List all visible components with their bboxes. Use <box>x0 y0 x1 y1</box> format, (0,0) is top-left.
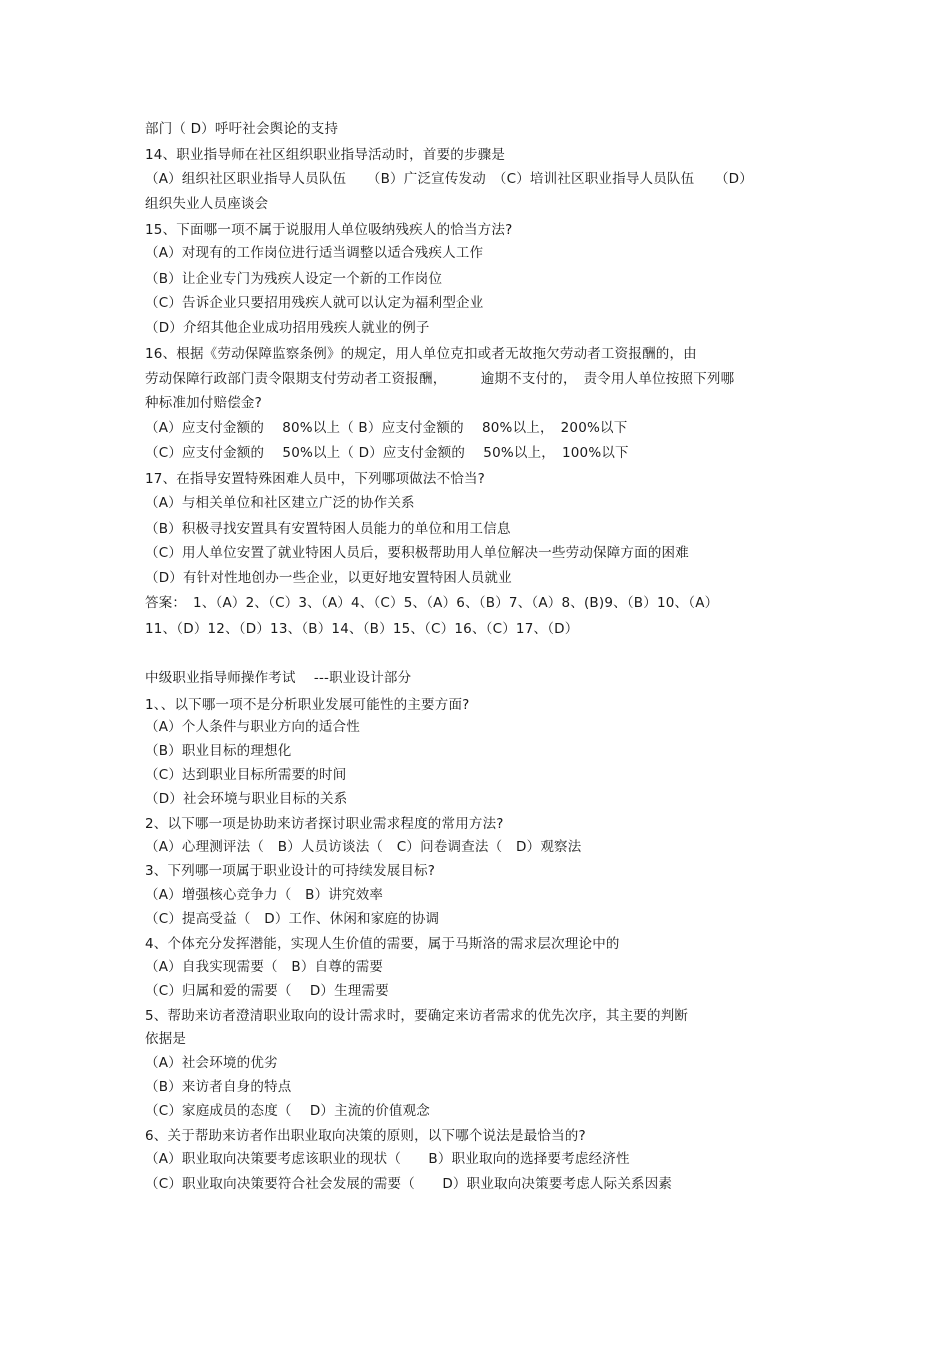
question-14: 14、职业指导师在社区组织职业指导活动时，首要的步骤是 <box>145 147 506 163</box>
question-15-option-b: （B）让企业专门为残疾人设定一个新的工作岗位 <box>145 271 443 287</box>
question-3-options-cd: （C）提高受益（ D）工作、休闲和家庭的协调 <box>145 911 440 927</box>
question-6-options-ab: （A）职业取向决策要考虑该职业的现状（ B）职业取向的选择要考虑经济性 <box>145 1151 630 1167</box>
question-1-option-c: （C）达到职业目标所需要的时间 <box>145 767 347 783</box>
question-4: 4、个体充分发挥潜能，实现人生价值的需要，属于马斯洛的需求层次理论中的 <box>145 936 620 952</box>
question-15-option-a: （A）对现有的工作岗位进行适当调整以适合残疾人工作 <box>145 245 484 261</box>
question-15: 15、下面哪一项不属于说服用人单位吸纳残疾人的恰当方法? <box>145 222 513 238</box>
question-17-option-c: （C）用人单位安置了就业特困人员后，要积极帮助用人单位解决一些劳动保障方面的困难 <box>145 545 689 561</box>
question-17-option-a: （A）与相关单位和社区建立广泛的协作关系 <box>145 495 415 511</box>
question-14-options: （A）组织社区职业指导人员队伍 （B）广泛宣传发动 （C）培训社区职业指导人员队伍 （D） <box>145 171 753 187</box>
question-1-option-d: （D）社会环境与职业目标的关系 <box>145 791 348 807</box>
section-title: 中级职业指导师操作考试 ---职业设计部分 <box>145 670 412 686</box>
question-5: 5、帮助来访者澄清职业取向的设计需求时，要确定来访者需求的优先次序，其主要的判断 <box>145 1008 689 1024</box>
answer-key-cont: 11、（D）12、（D）13、（B）14、（B）15、（C）16、（C）17、（D） <box>145 621 579 637</box>
question-16: 16、根据《劳动保障监察条例》的规定，用人单位克扣或者无故拖欠劳动者工资报酬的，由 <box>145 346 697 362</box>
question-2-options: （A）心理测评法（ B）人员访谈法（ C）问卷调查法（ D）观察法 <box>145 839 582 855</box>
question-17-option-b: （B）积极寻找安置具有安置特困人员能力的单位和用工信息 <box>145 521 511 537</box>
question-15-option-c: （C）告诉企业只要招用残疾人就可以认定为福利型企业 <box>145 295 484 311</box>
question-17-option-d: （D）有针对性地创办一些企业，以更好地安置特困人员就业 <box>145 570 512 586</box>
question-16-cont: 种标准加付赔偿金? <box>145 395 262 411</box>
question-16-cont: 劳动保障行政部门责令限期支付劳动者工资报酬， 逾期不支付的， 责令用人单位按照下列哪 <box>145 371 735 387</box>
question-16-options-cd: （C）应支付金额的 50%以上（ D）应支付金额的 50%以上， 100%以下 <box>145 445 629 461</box>
answer-key: 答案： 1、（A）2、（C）3、（A）4、（C）5、（A）6、（B）7、（A）8、(B)9、（B）10、（A） <box>145 595 719 611</box>
question-15-option-d: （D）介绍其他企业成功招用残疾人就业的例子 <box>145 320 430 336</box>
question-1-option-a: （A）个人条件与职业方向的适合性 <box>145 719 360 735</box>
question-3: 3、下列哪一项属于职业设计的可持续发展目标? <box>145 863 436 879</box>
question-6: 6、关于帮助来访者作出职业取向决策的原则，以下哪个说法是最恰当的? <box>145 1128 586 1144</box>
question-17: 17、在指导安置特殊困难人员中，下列哪项做法不恰当? <box>145 471 486 487</box>
question-4-options-ab: （A）自我实现需要（ B）自尊的需要 <box>145 959 384 975</box>
question-1: 1、、以下哪一项不是分析职业发展可能性的主要方面? <box>145 697 470 713</box>
question-3-options-ab: （A）增强核心竞争力（ B）讲究效率 <box>145 887 384 903</box>
question-4-options-cd: （C）归属和爱的需要（ D）生理需要 <box>145 983 389 999</box>
question-5-option-a: （A）社会环境的优劣 <box>145 1055 278 1071</box>
question-1-option-b: （B）职业目标的理想化 <box>145 743 292 759</box>
question-16-options-ab: （A）应支付金额的 80%以上（ B）应支付金额的 80%以上， 200%以下 <box>145 420 628 436</box>
question-5-options-cd: （C）家庭成员的态度（ D）主流的价值观念 <box>145 1103 431 1119</box>
question-14-options-cont: 组织失业人员座谈会 <box>145 196 269 212</box>
question-5-cont: 依据是 <box>145 1031 187 1047</box>
question-2: 2、以下哪一项是协助来访者探讨职业需求程度的常用方法? <box>145 816 504 832</box>
question-6-options-cd: （C）职业取向决策要符合社会发展的需要（ D）职业取向决策要考虑人际关系因素 <box>145 1176 673 1192</box>
question-5-option-b: （B）来访者自身的特点 <box>145 1079 292 1095</box>
text-line: 部门（ D）呼吁社会舆论的支持 <box>145 121 339 137</box>
